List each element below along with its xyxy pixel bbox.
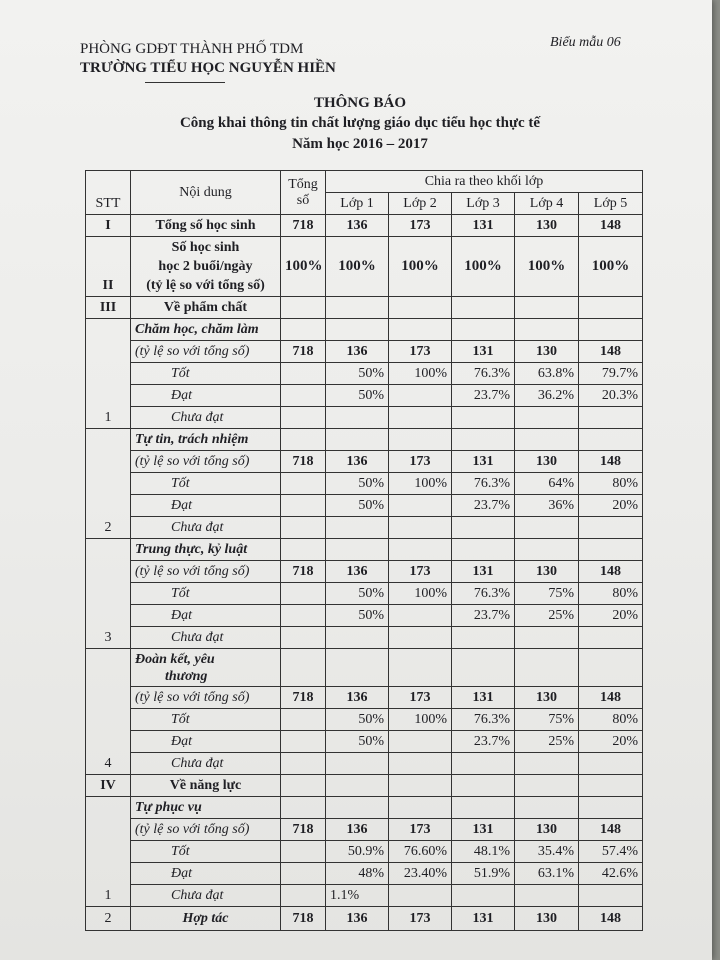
table-row <box>86 731 643 753</box>
letterhead <box>80 40 336 78</box>
table-cell: 718 <box>281 819 326 841</box>
table-cell: III <box>86 297 131 319</box>
table-cell: 173 <box>389 907 452 931</box>
table-cell <box>326 775 389 797</box>
table-row <box>86 709 643 731</box>
table-cell <box>579 539 643 561</box>
table-cell: Chưa đạt <box>131 517 281 539</box>
table-cell: 50% <box>326 363 389 385</box>
table-cell <box>389 495 452 517</box>
table-row <box>86 687 643 709</box>
table-cell <box>452 753 515 775</box>
table-cell: 75% <box>515 583 579 605</box>
table-cell: 136 <box>326 907 389 931</box>
table-cell: 3 <box>86 539 131 649</box>
table-cell <box>326 517 389 539</box>
table-cell <box>579 297 643 319</box>
table-cell: 80% <box>579 583 643 605</box>
table-cell: 100% <box>326 237 389 297</box>
table-cell: 148 <box>579 451 643 473</box>
table-cell: 50% <box>326 731 389 753</box>
table-cell: 50% <box>326 385 389 407</box>
table-cell: 25% <box>515 731 579 753</box>
table-cell: 63.8% <box>515 363 579 385</box>
table-cell: 76.3% <box>452 583 515 605</box>
table-cell <box>515 429 579 451</box>
table-cell: 148 <box>579 687 643 709</box>
table-cell <box>389 649 452 687</box>
table-cell: 25% <box>515 605 579 627</box>
table-cell: Chưa đạt <box>131 627 281 649</box>
table-cell <box>515 797 579 819</box>
table-cell: 36.2% <box>515 385 579 407</box>
table-cell: 75% <box>515 709 579 731</box>
table-cell: 57.4% <box>579 841 643 863</box>
table-cell: Chăm học, chăm làm <box>131 319 281 341</box>
table-cell: Tốt <box>131 363 281 385</box>
table-cell <box>281 297 326 319</box>
table-cell: (tỷ lệ so với tổng số) <box>131 687 281 709</box>
table-cell <box>452 885 515 907</box>
table-cell <box>579 649 643 687</box>
table-cell <box>579 319 643 341</box>
table-cell <box>281 649 326 687</box>
table-cell: 100% <box>579 237 643 297</box>
table-cell <box>326 753 389 775</box>
table-cell <box>579 407 643 429</box>
table-cell: 100% <box>515 237 579 297</box>
table-row <box>86 775 643 797</box>
table-cell: 148 <box>579 819 643 841</box>
table-cell: Hợp tác <box>131 907 281 931</box>
school-year: Năm học 2016 – 2017 <box>292 136 428 152</box>
table-cell <box>452 429 515 451</box>
table-cell: 79.7% <box>579 363 643 385</box>
table-row <box>86 237 643 297</box>
table-cell <box>452 517 515 539</box>
table-cell: 148 <box>579 215 643 237</box>
table-cell: 130 <box>515 907 579 931</box>
table-cell <box>452 627 515 649</box>
table-cell <box>579 429 643 451</box>
table-cell: 23.7% <box>452 495 515 517</box>
table-cell: 131 <box>452 819 515 841</box>
table-cell <box>389 297 452 319</box>
header-split: Chia ra theo khối lớp <box>326 171 643 193</box>
table-cell: 131 <box>452 687 515 709</box>
table-cell <box>579 797 643 819</box>
table-cell <box>281 731 326 753</box>
table-cell: 100% <box>389 709 452 731</box>
table-row <box>86 385 643 407</box>
table-cell: 23.7% <box>452 385 515 407</box>
table-cell <box>281 539 326 561</box>
table-cell: 4 <box>86 649 131 775</box>
table-cell: (tỷ lệ so với tổng số) <box>131 819 281 841</box>
table-cell: 136 <box>326 215 389 237</box>
table-cell <box>326 539 389 561</box>
table-cell: Tốt <box>131 709 281 731</box>
table-cell: 130 <box>515 687 579 709</box>
table-cell: Đoàn kết, yêu thương <box>131 649 281 687</box>
table-cell <box>515 885 579 907</box>
table-cell: Tốt <box>131 841 281 863</box>
table-cell: 76.3% <box>452 709 515 731</box>
table-cell: 131 <box>452 451 515 473</box>
header-grade-5: Lớp 5 <box>579 193 643 215</box>
table-cell: 100% <box>281 237 326 297</box>
table-cell <box>515 627 579 649</box>
table-row <box>86 819 643 841</box>
table-cell <box>452 775 515 797</box>
table-cell: 20% <box>579 731 643 753</box>
table-cell <box>389 319 452 341</box>
table-cell: 173 <box>389 341 452 363</box>
table-cell: 51.9% <box>452 863 515 885</box>
table-cell: 48.1% <box>452 841 515 863</box>
form-number: Biểu mẫu 06 <box>550 35 621 50</box>
table-cell: 718 <box>281 907 326 931</box>
table-cell <box>281 885 326 907</box>
table-row <box>86 885 643 907</box>
notice-title: THÔNG BÁO <box>313 95 407 111</box>
table-cell <box>389 797 452 819</box>
table-cell <box>515 517 579 539</box>
table-cell: 20% <box>579 605 643 627</box>
table-cell: 20% <box>579 495 643 517</box>
table-cell <box>389 385 452 407</box>
table-cell: 50% <box>326 709 389 731</box>
table-cell: II <box>86 237 131 297</box>
table-row <box>86 319 643 341</box>
table-cell: Đạt <box>131 731 281 753</box>
table-cell: 23.7% <box>452 731 515 753</box>
table-cell <box>281 407 326 429</box>
table-cell <box>389 539 452 561</box>
table-cell <box>281 363 326 385</box>
table-cell <box>515 297 579 319</box>
table-cell: 23.7% <box>452 605 515 627</box>
table-row <box>86 753 643 775</box>
table-cell: Trung thực, kỷ luật <box>131 539 281 561</box>
table-cell: 1.1% <box>326 885 389 907</box>
table-row <box>86 341 643 363</box>
table-cell: 48% <box>326 863 389 885</box>
table-cell: Về năng lực <box>131 775 281 797</box>
table-row <box>86 429 643 451</box>
table-cell: Tốt <box>131 473 281 495</box>
table-cell: 2 <box>86 429 131 539</box>
table-row <box>86 495 643 517</box>
table-cell: 100% <box>389 237 452 297</box>
table-row <box>86 407 643 429</box>
table-cell: 148 <box>579 561 643 583</box>
table-cell: Đạt <box>131 863 281 885</box>
table-cell: Tổng số học sinh <box>131 215 281 237</box>
table-cell <box>579 885 643 907</box>
table-cell: 35.4% <box>515 841 579 863</box>
table-cell <box>452 797 515 819</box>
table-cell: 100% <box>452 237 515 297</box>
table-cell: 76.3% <box>452 363 515 385</box>
table-cell: 130 <box>515 215 579 237</box>
header-grade-1: Lớp 1 <box>326 193 389 215</box>
table-cell: 50.9% <box>326 841 389 863</box>
table-cell: 36% <box>515 495 579 517</box>
header-total: Tổng số <box>281 171 326 215</box>
table-row <box>86 473 643 495</box>
table-cell <box>281 517 326 539</box>
table-cell: 718 <box>281 451 326 473</box>
table-cell <box>281 863 326 885</box>
table-cell: 136 <box>326 561 389 583</box>
header-grade-4: Lớp 4 <box>515 193 579 215</box>
table-cell: 2 <box>86 907 131 931</box>
department-name: PHÒNG GDĐT THÀNH PHỐ TDM <box>80 41 304 57</box>
table-cell: Tự phục vụ <box>131 797 281 819</box>
table-cell <box>389 885 452 907</box>
table-cell <box>281 797 326 819</box>
table-cell: 42.6% <box>579 863 643 885</box>
table-row <box>86 215 643 237</box>
table-cell <box>515 775 579 797</box>
table-cell: 173 <box>389 451 452 473</box>
table-cell <box>579 775 643 797</box>
table-cell: 131 <box>452 561 515 583</box>
table-cell: 100% <box>389 363 452 385</box>
table-cell: Chưa đạt <box>131 753 281 775</box>
table-row <box>86 605 643 627</box>
table-cell <box>515 319 579 341</box>
table-row <box>86 539 643 561</box>
table-cell: (tỷ lệ so với tổng số) <box>131 451 281 473</box>
table-cell <box>281 605 326 627</box>
table-cell: Đạt <box>131 605 281 627</box>
table-row <box>86 297 643 319</box>
table-cell: Về phẩm chất <box>131 297 281 319</box>
table-cell <box>326 797 389 819</box>
table-row <box>86 841 643 863</box>
table-cell <box>281 627 326 649</box>
table-row <box>86 583 643 605</box>
table-cell <box>452 539 515 561</box>
table-cell: 80% <box>579 473 643 495</box>
table-cell: 100% <box>389 583 452 605</box>
table-cell <box>281 841 326 863</box>
table-cell <box>515 539 579 561</box>
table-cell: 718 <box>281 341 326 363</box>
table-cell <box>579 753 643 775</box>
table-row <box>86 907 643 931</box>
header-stt: STT <box>86 171 131 215</box>
table-cell <box>452 649 515 687</box>
table-cell: Đạt <box>131 385 281 407</box>
table-row <box>86 451 643 473</box>
table-cell: 130 <box>515 341 579 363</box>
table-cell <box>515 407 579 429</box>
table-cell: 131 <box>452 215 515 237</box>
table-cell: 64% <box>515 473 579 495</box>
table-cell: 130 <box>515 819 579 841</box>
header-grade-3: Lớp 3 <box>452 193 515 215</box>
table-cell: 130 <box>515 451 579 473</box>
table-cell <box>389 731 452 753</box>
table-cell <box>579 517 643 539</box>
table-cell: 20.3% <box>579 385 643 407</box>
table-cell <box>389 627 452 649</box>
table-cell: 148 <box>579 907 643 931</box>
header-grade-2: Lớp 2 <box>389 193 452 215</box>
table-cell: 718 <box>281 215 326 237</box>
table-cell: 173 <box>389 687 452 709</box>
table-cell: Tốt <box>131 583 281 605</box>
table-cell: 1 <box>86 797 131 907</box>
table-cell <box>452 407 515 429</box>
table-cell <box>452 319 515 341</box>
table-cell: Tự tin, trách nhiệm <box>131 429 281 451</box>
table-cell <box>281 583 326 605</box>
table-cell: (tỷ lệ so với tổng số) <box>131 561 281 583</box>
table-cell: 100% <box>389 473 452 495</box>
table-cell <box>515 753 579 775</box>
table-cell: 1 <box>86 319 131 429</box>
two-sessions-label: Số học sinh học 2 buổi/ngày (tỷ lệ so với tổng số) <box>131 237 281 297</box>
table-cell: 76.3% <box>452 473 515 495</box>
table-cell <box>326 627 389 649</box>
table-cell <box>389 753 452 775</box>
table-cell: Chưa đạt <box>131 407 281 429</box>
table-cell: 130 <box>515 561 579 583</box>
table-cell: 173 <box>389 561 452 583</box>
table-cell: 50% <box>326 605 389 627</box>
table-cell: 76.60% <box>389 841 452 863</box>
table-cell <box>452 297 515 319</box>
table-cell <box>389 429 452 451</box>
table-cell: 718 <box>281 687 326 709</box>
table-cell: 173 <box>389 819 452 841</box>
table-cell <box>389 407 452 429</box>
table-cell <box>281 495 326 517</box>
table-cell: 718 <box>281 561 326 583</box>
table-cell <box>389 775 452 797</box>
table-cell <box>281 753 326 775</box>
table-row <box>86 363 643 385</box>
table-cell <box>326 319 389 341</box>
table-cell: 136 <box>326 687 389 709</box>
table-row <box>86 863 643 885</box>
table-cell <box>281 319 326 341</box>
quality-table <box>85 170 643 931</box>
table-cell <box>326 407 389 429</box>
table-cell: 23.40% <box>389 863 452 885</box>
table-cell: I <box>86 215 131 237</box>
table-row <box>86 797 643 819</box>
table-cell: 131 <box>452 341 515 363</box>
table-cell <box>389 605 452 627</box>
table-cell <box>281 775 326 797</box>
table-row <box>86 517 643 539</box>
table-cell <box>281 385 326 407</box>
table-cell: IV <box>86 775 131 797</box>
table-cell: 50% <box>326 495 389 517</box>
table-row <box>86 561 643 583</box>
table-cell <box>579 627 643 649</box>
table-cell <box>281 709 326 731</box>
table-cell: 136 <box>326 341 389 363</box>
table-cell <box>326 297 389 319</box>
header-underline <box>145 82 225 83</box>
table-cell <box>326 429 389 451</box>
table-cell <box>281 429 326 451</box>
table-cell: 131 <box>452 907 515 931</box>
table-cell: 148 <box>579 341 643 363</box>
header-content: Nội dung <box>131 171 281 215</box>
table-row <box>86 627 643 649</box>
table-cell: 50% <box>326 583 389 605</box>
table-row <box>86 649 643 687</box>
table-cell <box>281 473 326 495</box>
table-cell <box>515 649 579 687</box>
table-cell: 50% <box>326 473 389 495</box>
table-cell: 80% <box>579 709 643 731</box>
table-cell: 136 <box>326 819 389 841</box>
school-name: TRƯỜNG TIỂU HỌC NGUYỄN HIỀN <box>80 60 336 76</box>
table-cell: Chưa đạt <box>131 885 281 907</box>
table-cell: 173 <box>389 215 452 237</box>
table-cell: 136 <box>326 451 389 473</box>
table-cell: Đạt <box>131 495 281 517</box>
notice-subtitle: Công khai thông tin chất lượng giáo dục tiểu học thực tế <box>179 115 541 131</box>
table-cell: 63.1% <box>515 863 579 885</box>
table-cell <box>389 517 452 539</box>
table-cell: (tỷ lệ so với tổng số) <box>131 341 281 363</box>
table-cell <box>326 649 389 687</box>
